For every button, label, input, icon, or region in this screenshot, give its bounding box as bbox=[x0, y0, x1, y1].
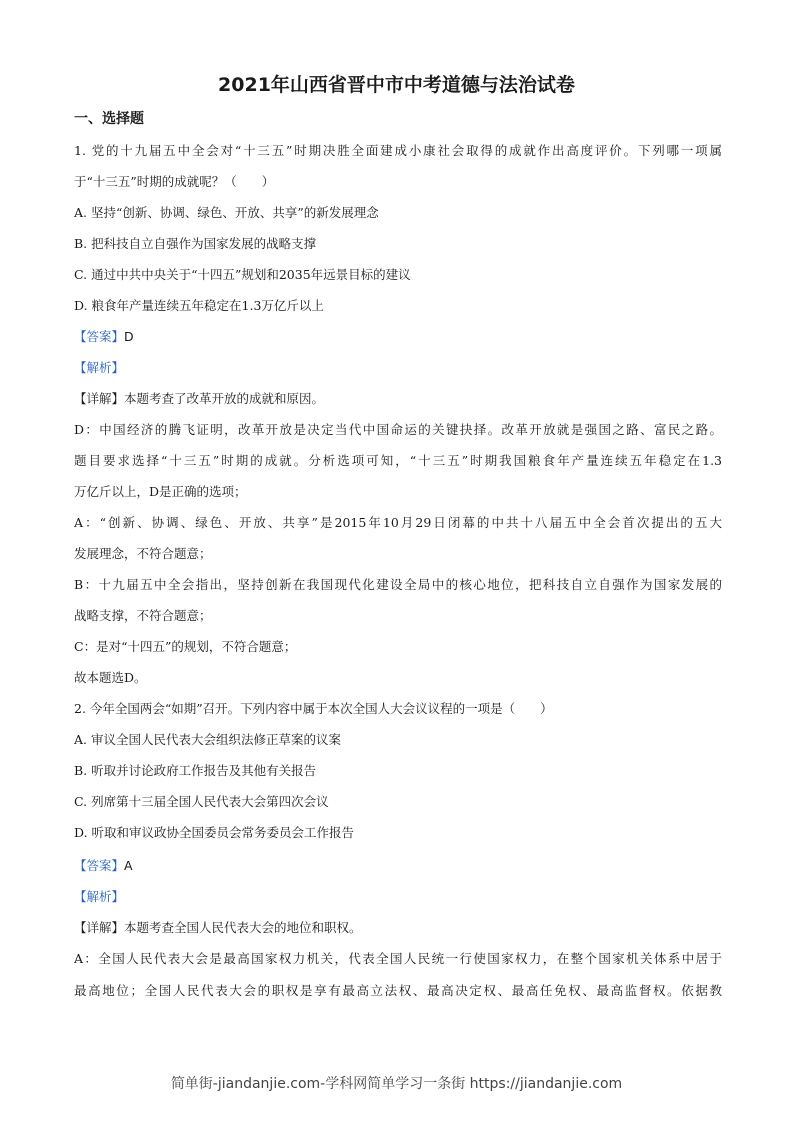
q2-option-c: C. 列席第十三届全国人民代表大会第四次会议 bbox=[74, 794, 329, 809]
q1-explain-a-line2: 发展理念，不符合题意； bbox=[74, 546, 212, 561]
section-heading: 一、选择题 bbox=[74, 111, 144, 127]
q1-explain-d-line2: 题目要求选择“十三五”时期的成就。分析选项可知，“十三五”时期我国粮食年产量连续五年稳定在1.3 bbox=[74, 453, 722, 468]
q1-detail-text: 本题考查了改革开放的成就和原因。 bbox=[124, 391, 325, 406]
q2-detail-text: 本题考查全国人民代表大会的地位和职权。 bbox=[124, 920, 362, 935]
q2-answer-value: A bbox=[124, 858, 133, 873]
q2-detail bbox=[74, 920, 724, 936]
q1-conclusion: 故本题选D。 bbox=[74, 670, 147, 685]
q1-analysis-label: 【解析】 bbox=[74, 360, 125, 375]
q2-answer bbox=[74, 858, 724, 874]
q1-option-b: B. 把科技自立自强作为国家发展的战略支撑 bbox=[74, 236, 317, 251]
q2-analysis-label: 【解析】 bbox=[74, 889, 125, 904]
q1-stem-line1: 1. 党的十九届五中全会对“十三五”时期决胜全面建成小康社会取得的成就作出高度评价。下列哪一项属 bbox=[74, 143, 722, 158]
q1-detail bbox=[74, 391, 724, 407]
q2-explain-a-line2: 最高地位；全国人民代表大会的职权是享有最高立法权、最高决定权、最高任免权、最高监督权。依据教 bbox=[74, 983, 722, 998]
q1-explain-a-line1: A：“创新、协调、绿色、开放、共享”是2015年10月29日闭幕的中共十八届五中全会首次提出的五大 bbox=[74, 515, 722, 530]
page-footer: 简单街-jiandanjie.com-学科网简单学习一条街 https://jiandanjie.com bbox=[170, 1076, 623, 1092]
q2-stem: 2. 今年全国两会“如期”召开。下列内容中属于本次全国人大会议议程的一项是（ ） bbox=[74, 701, 553, 716]
q2-detail-tag: 【详解】 bbox=[74, 920, 125, 935]
q1-answer-tag: 【答案】 bbox=[74, 329, 125, 344]
page-title: 2021年山西省晋中市中考道德与法治试卷 bbox=[218, 74, 575, 96]
q1-explain-b-line2: 战略支撑，不符合题意； bbox=[74, 608, 212, 623]
q1-answer-value: D bbox=[124, 329, 134, 344]
q2-option-b: B. 听取并讨论政府工作报告及其他有关报告 bbox=[74, 763, 317, 778]
q2-option-a: A. 审议全国人民代表大会组织法修正草案的议案 bbox=[74, 732, 341, 747]
q1-answer bbox=[74, 329, 724, 345]
q1-analysis-tag bbox=[74, 360, 724, 376]
q1-option-a: A. 坚持“创新、协调、绿色、开放、共享”的新发展理念 bbox=[74, 205, 379, 220]
q1-explain-d-line3: 万亿斤以上，D是正确的选项； bbox=[74, 484, 247, 499]
q1-explain-b-line1: B：十九届五中全会指出，坚持创新在我国现代化建设全局中的核心地位，把科技自立自强作为国家发展的 bbox=[74, 577, 722, 592]
q1-option-d: D. 粮食年产量连续五年稳定在1.3万亿斤以上 bbox=[74, 298, 324, 313]
q1-explain-d-line1: D：中国经济的腾飞证明，改革开放是决定当代中国命运的关键抉择。改革开放就是强国之路、富民之路。 bbox=[74, 422, 722, 437]
q1-option-c: C. 通过中共中央关于“十四五”规划和2035年远景目标的建议 bbox=[74, 267, 411, 282]
q2-analysis-tag bbox=[74, 889, 724, 905]
q1-stem-line2: 于“十三五”时期的成就呢？（ ） bbox=[74, 174, 275, 189]
q2-answer-tag: 【答案】 bbox=[74, 858, 125, 873]
q1-detail-tag: 【详解】 bbox=[74, 391, 125, 406]
q1-explain-c: C：是对“十四五”的规划，不符合题意； bbox=[74, 639, 297, 654]
q2-explain-a-line1: A：全国人民代表大会是最高国家权力机关，代表全国人民统一行使国家权力，在整个国家机关体系中居于 bbox=[74, 951, 722, 966]
q2-option-d: D. 听取和审议政协全国委员会常务委员会工作报告 bbox=[74, 825, 355, 840]
